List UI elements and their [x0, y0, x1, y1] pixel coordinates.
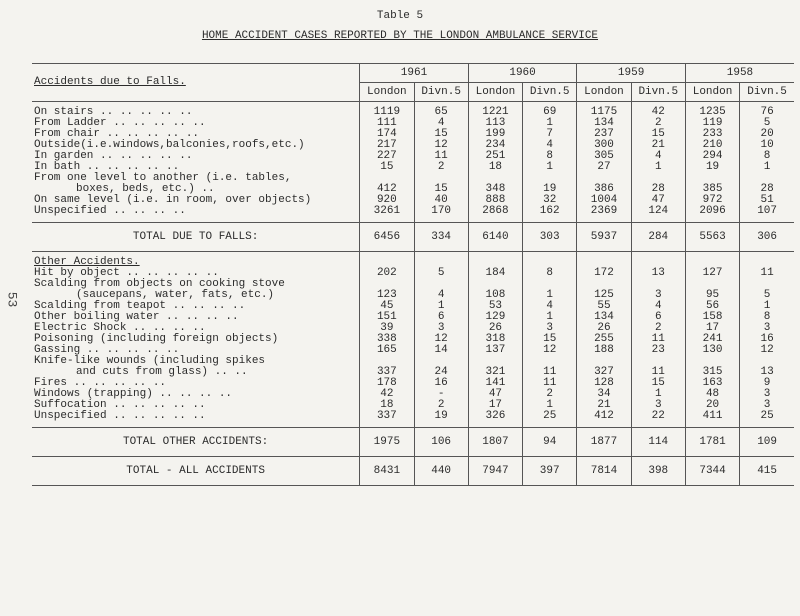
total-value: 284	[631, 223, 685, 252]
total-value: 7344	[685, 457, 739, 486]
value-cell: 5	[414, 268, 468, 279]
value-cell: 5	[740, 118, 794, 129]
value-cell: 920	[360, 195, 414, 206]
value-cell: 22	[631, 411, 685, 422]
value-cell: 2369	[577, 206, 631, 217]
value-cell: 1004	[577, 195, 631, 206]
value-cell: 2096	[685, 206, 739, 217]
value-cell: 1	[740, 301, 794, 312]
value-cell: 28	[631, 184, 685, 195]
value-cell: 318	[468, 334, 522, 345]
row-label: Windows (trapping) .. .. .. ..	[34, 388, 233, 400]
total-value: 7814	[577, 457, 631, 486]
value-cell: 65	[414, 107, 468, 118]
row-label: Hit by object .. .. .. .. ..	[34, 267, 219, 279]
value-cell: 2868	[468, 206, 522, 217]
value-cell: 178	[360, 378, 414, 389]
value-cell: 19	[685, 162, 739, 173]
value-cell: 1	[631, 162, 685, 173]
value-cell: 95	[685, 290, 739, 301]
value-cell: 20	[740, 129, 794, 140]
value-cell: 111	[360, 118, 414, 129]
value-cell: 134	[577, 312, 631, 323]
value-cell: 53	[468, 301, 522, 312]
value-cell: 28	[740, 184, 794, 195]
value-cell: 19	[414, 411, 468, 422]
total-value: 6456	[360, 223, 414, 252]
year-header: 1961	[360, 64, 469, 83]
row-label: Outside(i.e.windows,balconies,roofs,etc.)	[34, 139, 305, 151]
value-cell: 42	[631, 107, 685, 118]
table-caption: Table 5	[376, 10, 424, 22]
value-cell: 1	[523, 312, 577, 323]
value-cell: 305	[577, 151, 631, 162]
value-cell: 55	[577, 301, 631, 312]
row-label: Poisoning (including foreign objects)	[34, 333, 279, 345]
value-cell: 199	[468, 129, 522, 140]
value-cell: 125	[577, 290, 631, 301]
other-row	[32, 411, 794, 422]
value-cell: 1	[740, 162, 794, 173]
value-cell: 151	[360, 312, 414, 323]
value-cell: 3261	[360, 206, 414, 217]
total-value: 8431	[360, 457, 414, 486]
value-cell: 47	[468, 389, 522, 400]
value-cell: 327	[577, 367, 631, 378]
value-cell: 233	[685, 129, 739, 140]
total-value: 303	[523, 223, 577, 252]
value-cell: 134	[577, 118, 631, 129]
value-cell: 12	[414, 334, 468, 345]
value-cell: 5	[740, 290, 794, 301]
column-header: London	[360, 83, 414, 102]
value-cell: 27	[577, 162, 631, 173]
value-cell: 47	[631, 195, 685, 206]
value-cell: 45	[360, 301, 414, 312]
value-cell: 56	[685, 301, 739, 312]
value-cell: 227	[360, 151, 414, 162]
value-cell: 210	[685, 140, 739, 151]
value-cell: 34	[577, 389, 631, 400]
value-cell: 2	[631, 323, 685, 334]
value-cell: 3	[740, 323, 794, 334]
value-cell: 8	[740, 151, 794, 162]
other-section-label: Other Accidents.	[34, 256, 140, 268]
value-cell: 18	[468, 162, 522, 173]
row-label: Unspecified .. .. .. .. ..	[34, 410, 206, 422]
value-cell: 123	[360, 290, 414, 301]
value-cell: 15	[631, 129, 685, 140]
value-cell: 163	[685, 378, 739, 389]
value-cell: 315	[685, 367, 739, 378]
value-cell: 15	[414, 184, 468, 195]
total-value: 415	[740, 457, 794, 486]
value-cell: 137	[468, 345, 522, 356]
value-cell: 4	[631, 301, 685, 312]
value-cell: 2	[631, 118, 685, 129]
value-cell: 202	[360, 268, 414, 279]
value-cell: 42	[360, 389, 414, 400]
row-label: Gassing .. .. .. .. ..	[34, 344, 180, 356]
value-cell: 119	[685, 118, 739, 129]
value-cell: 174	[360, 129, 414, 140]
value-cell: 6	[414, 312, 468, 323]
value-cell: 348	[468, 184, 522, 195]
total-value: 440	[414, 457, 468, 486]
row-label: On stairs .. .. .. .. ..	[34, 106, 193, 118]
table-title: HOME ACCIDENT CASES REPORTED BY THE LONDON AMBULANCE SERVICE	[201, 30, 599, 42]
value-cell: 23	[631, 345, 685, 356]
value-cell: 237	[577, 129, 631, 140]
column-header: London	[577, 83, 631, 102]
falls-section-label: Accidents due to Falls.	[32, 64, 360, 102]
row-label-continued: and cuts from glass) .. ..	[76, 366, 248, 378]
value-cell: 1	[523, 118, 577, 129]
total-label: TOTAL - ALL ACCIDENTS	[32, 457, 360, 486]
value-cell: 1221	[468, 107, 522, 118]
value-cell: 11	[523, 378, 577, 389]
row-label-continued: boxes, beds, etc.) ..	[76, 183, 215, 195]
falls-row	[32, 206, 794, 217]
value-cell: 300	[577, 140, 631, 151]
value-cell: 3	[740, 389, 794, 400]
value-cell: 2	[523, 389, 577, 400]
value-cell: 4	[631, 151, 685, 162]
value-cell: 8	[740, 312, 794, 323]
total-value: 7947	[468, 457, 522, 486]
value-cell: 11	[631, 367, 685, 378]
row-label: Unspecified .. .. .. ..	[34, 205, 186, 217]
total-value: 306	[740, 223, 794, 252]
row-label: Knife-like wounds (including spikes	[34, 355, 266, 367]
value-cell: 3	[631, 290, 685, 301]
value-cell: 13	[740, 367, 794, 378]
value-cell: 8	[523, 268, 577, 279]
row-label: Scalding from objects on cooking stove	[34, 278, 285, 290]
table-body	[32, 64, 794, 486]
value-cell: 188	[577, 345, 631, 356]
value-cell: 24	[414, 367, 468, 378]
value-cell: 124	[631, 206, 685, 217]
row-label: Electric Shock .. .. .. ..	[34, 322, 206, 334]
total-all-row	[32, 457, 794, 486]
value-cell: 11	[631, 334, 685, 345]
value-cell: 21	[631, 140, 685, 151]
value-cell: 15	[631, 378, 685, 389]
total-label: TOTAL DUE TO FALLS:	[32, 223, 360, 252]
value-cell: 337	[360, 411, 414, 422]
row-label: In garden .. .. .. .. ..	[34, 150, 193, 162]
value-cell: 127	[685, 268, 739, 279]
total-value: 5563	[685, 223, 739, 252]
value-cell: 4	[414, 290, 468, 301]
value-cell: 13	[631, 268, 685, 279]
value-cell: 76	[740, 107, 794, 118]
value-cell: 412	[360, 184, 414, 195]
value-cell: 11	[740, 268, 794, 279]
value-cell: 15	[523, 334, 577, 345]
value-cell: 172	[577, 268, 631, 279]
row-label: From Ladder .. .. .. .. ..	[34, 117, 206, 129]
value-cell: 184	[468, 268, 522, 279]
value-cell: 2	[414, 400, 468, 411]
value-cell: 241	[685, 334, 739, 345]
page-number: 53	[4, 291, 20, 308]
value-cell: 107	[740, 206, 794, 217]
value-cell: 1235	[685, 107, 739, 118]
year-header: 1958	[685, 64, 794, 83]
value-cell: 32	[523, 195, 577, 206]
header-year-row	[32, 64, 794, 83]
value-cell: 6	[631, 312, 685, 323]
total-label: TOTAL OTHER ACCIDENTS:	[32, 428, 360, 457]
value-cell: 130	[685, 345, 739, 356]
total-value: 6140	[468, 223, 522, 252]
column-header: London	[468, 83, 522, 102]
value-cell: 165	[360, 345, 414, 356]
value-cell: 1	[523, 400, 577, 411]
value-cell: 12	[414, 140, 468, 151]
column-header: Divn.5	[740, 83, 794, 102]
value-cell: 1	[631, 389, 685, 400]
value-cell: 19	[523, 184, 577, 195]
value-cell: 3	[414, 323, 468, 334]
total-other-row	[32, 428, 794, 457]
value-cell: 25	[523, 411, 577, 422]
row-label: On same level (i.e. in room, over objects)	[34, 194, 312, 206]
value-cell: 25	[740, 411, 794, 422]
total-value: 398	[631, 457, 685, 486]
value-cell: 21	[577, 400, 631, 411]
value-cell: 217	[360, 140, 414, 151]
total-value: 1807	[468, 428, 522, 457]
row-label: Other boiling water .. .. .. ..	[34, 311, 239, 323]
total-value: 1877	[577, 428, 631, 457]
row-label: From one level to another (i.e. tables,	[34, 172, 292, 184]
value-cell: 1	[523, 290, 577, 301]
value-cell: 3	[523, 323, 577, 334]
value-cell: 337	[360, 367, 414, 378]
value-cell: 162	[523, 206, 577, 217]
column-header: Divn.5	[631, 83, 685, 102]
value-cell: 15	[414, 129, 468, 140]
value-cell: 255	[577, 334, 631, 345]
value-cell: 1175	[577, 107, 631, 118]
value-cell: 48	[685, 389, 739, 400]
value-cell: 386	[577, 184, 631, 195]
value-cell: 17	[468, 400, 522, 411]
value-cell: 18	[360, 400, 414, 411]
value-cell: 39	[360, 323, 414, 334]
value-cell: 8	[523, 151, 577, 162]
value-cell: 412	[577, 411, 631, 422]
value-cell: 20	[685, 400, 739, 411]
value-cell: 10	[740, 140, 794, 151]
value-cell: 251	[468, 151, 522, 162]
value-cell: 16	[740, 334, 794, 345]
value-cell: 12	[523, 345, 577, 356]
total-value: 114	[631, 428, 685, 457]
total-value: 109	[740, 428, 794, 457]
value-cell: 338	[360, 334, 414, 345]
value-cell: 4	[523, 301, 577, 312]
row-label: In bath .. .. .. .. ..	[34, 161, 180, 173]
value-cell: 51	[740, 195, 794, 206]
row-label-continued: (saucepans, water, fats, etc.)	[76, 289, 275, 301]
value-cell: 888	[468, 195, 522, 206]
value-cell: 128	[577, 378, 631, 389]
row-label: From chair .. .. .. .. ..	[34, 128, 200, 140]
value-cell: 129	[468, 312, 522, 323]
value-cell: 9	[740, 378, 794, 389]
year-header: 1960	[468, 64, 577, 83]
value-cell: 14	[414, 345, 468, 356]
value-cell: 16	[414, 378, 468, 389]
row-label: Fires .. .. .. .. ..	[34, 377, 167, 389]
value-cell: 294	[685, 151, 739, 162]
value-cell: 4	[414, 118, 468, 129]
total-falls-row	[32, 223, 794, 252]
column-header: Divn.5	[414, 83, 468, 102]
value-cell: 411	[685, 411, 739, 422]
value-cell: 2	[414, 162, 468, 173]
value-cell: 69	[523, 107, 577, 118]
value-cell: 11	[523, 367, 577, 378]
value-cell: 1	[414, 301, 468, 312]
value-cell: 326	[468, 411, 522, 422]
column-header: Divn.5	[523, 83, 577, 102]
total-value: 106	[414, 428, 468, 457]
value-cell: 17	[685, 323, 739, 334]
value-cell: 158	[685, 312, 739, 323]
value-cell: 3	[631, 400, 685, 411]
total-value: 5937	[577, 223, 631, 252]
value-cell: 3	[740, 400, 794, 411]
row-label: Suffocation .. .. .. .. ..	[34, 399, 206, 411]
value-cell: 40	[414, 195, 468, 206]
value-cell: 4	[523, 140, 577, 151]
accident-table	[32, 63, 794, 486]
total-value: 1781	[685, 428, 739, 457]
value-cell: 108	[468, 290, 522, 301]
total-value: 397	[523, 457, 577, 486]
value-cell: 234	[468, 140, 522, 151]
value-cell: 141	[468, 378, 522, 389]
value-cell: 11	[414, 151, 468, 162]
value-cell: 170	[414, 206, 468, 217]
value-cell: 26	[468, 323, 522, 334]
value-cell: 7	[523, 129, 577, 140]
total-value: 94	[523, 428, 577, 457]
value-cell: 15	[360, 162, 414, 173]
value-cell: 1119	[360, 107, 414, 118]
value-cell: 1	[523, 162, 577, 173]
value-cell: 26	[577, 323, 631, 334]
column-header: London	[685, 83, 739, 102]
value-cell: -	[414, 389, 468, 400]
value-cell: 385	[685, 184, 739, 195]
total-value: 1975	[360, 428, 414, 457]
value-cell: 113	[468, 118, 522, 129]
total-value: 334	[414, 223, 468, 252]
value-cell: 972	[685, 195, 739, 206]
row-label: Scalding from teapot .. .. .. ..	[34, 300, 246, 312]
year-header: 1959	[577, 64, 686, 83]
value-cell: 12	[740, 345, 794, 356]
value-cell: 321	[468, 367, 522, 378]
